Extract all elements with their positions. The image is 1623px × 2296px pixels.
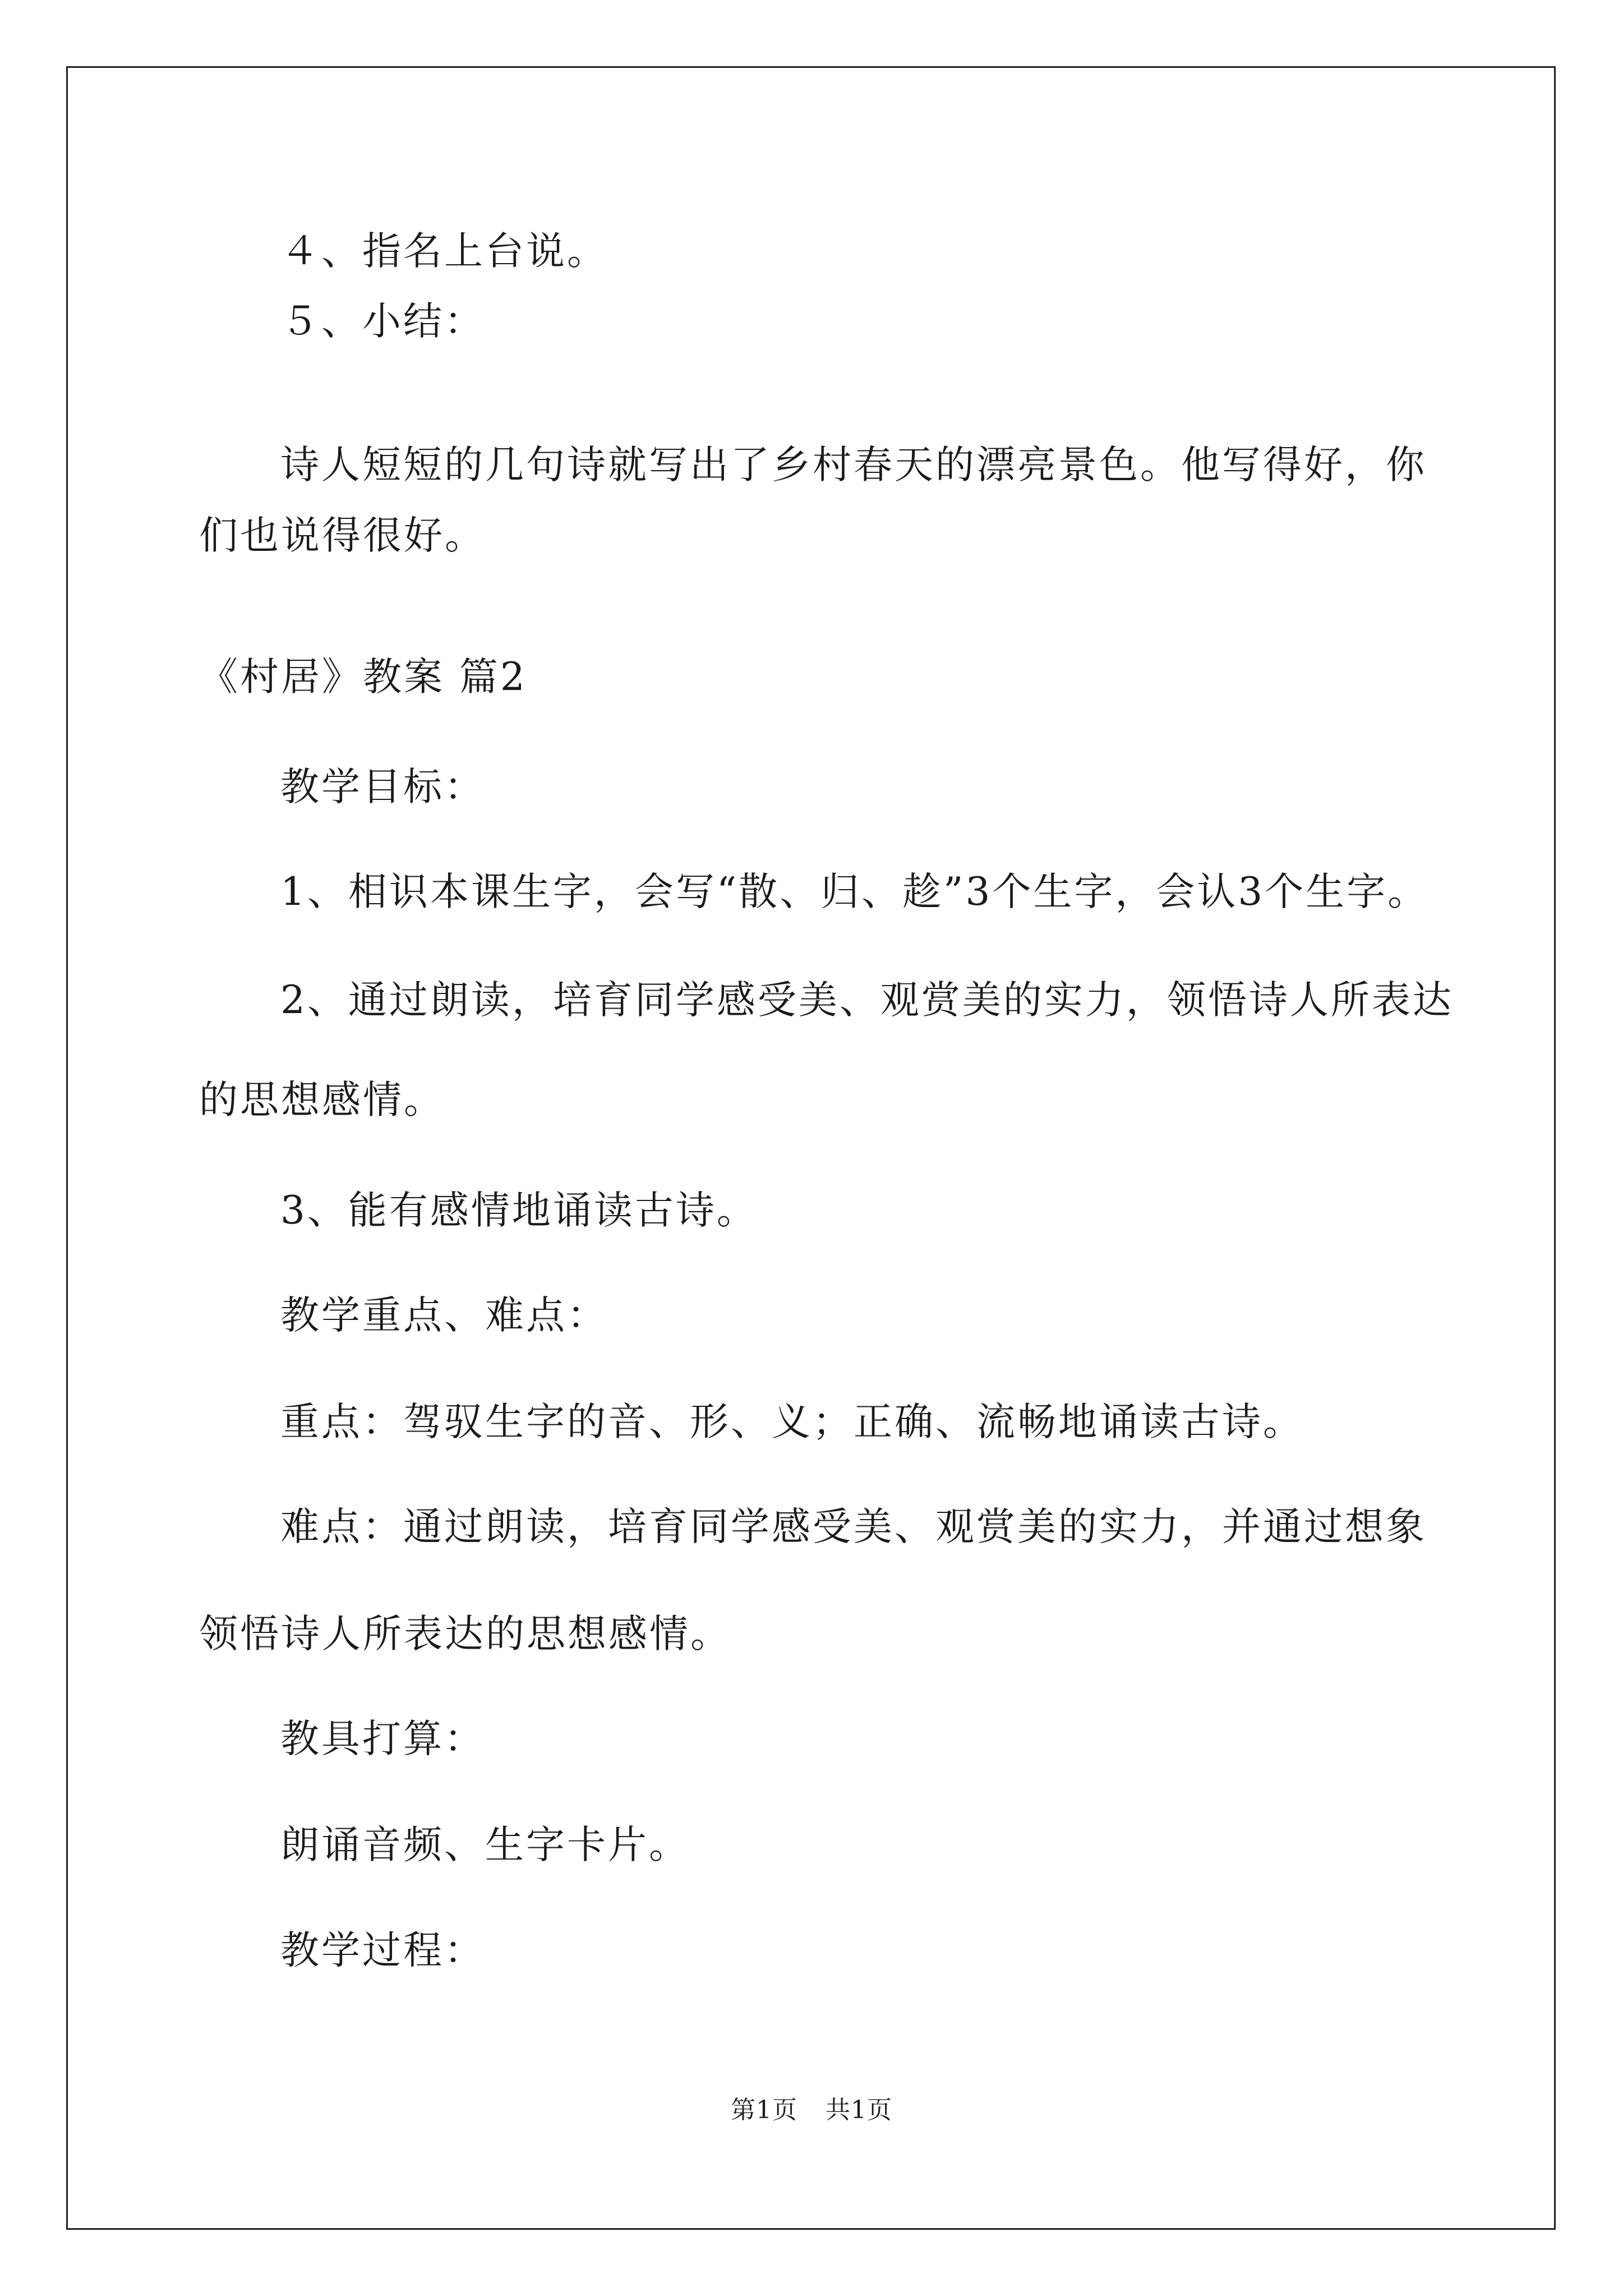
key-points-heading: 教学重点、难点： — [280, 1293, 608, 1338]
goal-item-2-continued: 的思想感情。 — [199, 1078, 445, 1122]
list-item-4: ４、指名上台说。 — [280, 229, 608, 274]
teaching-goals-heading: 教学目标： — [280, 765, 485, 809]
goal-item-2: 2、通过朗读，培育同学感受美、观赏美的实力，领悟诗人所表达 — [280, 978, 1454, 1023]
page-border — [66, 66, 1556, 2230]
page-number: 第1页 — [731, 2096, 797, 2124]
paragraph-line: 诗人短短的几句诗就写出了乡村春天的漂亮景色。他写得好，你 — [280, 443, 1427, 487]
teaching-aids-line: 朗诵音频、生字卡片。 — [280, 1823, 690, 1867]
difficulty-line: 难点：通过朗读，培育同学感受美、观赏美的实力，并通过想象 — [280, 1504, 1427, 1549]
page-total: 共1页 — [826, 2096, 892, 2124]
goal-item-1: 1、相识本课生字，会写“散、归、趁”3个生字，会认3个生字。 — [280, 869, 1429, 914]
paragraph-line-continued: 们也说得很好。 — [199, 513, 486, 558]
list-item-5-summary: ５、小结： — [280, 299, 485, 344]
section-heading: 《村居》教案 篇2 — [199, 655, 527, 700]
key-point-line: 重点：驾驭生字的音、形、义；正确、流畅地诵读古诗。 — [280, 1400, 1304, 1444]
goal-item-3: 3、能有感情地诵读古诗。 — [280, 1188, 758, 1233]
page-footer — [0, 2093, 1623, 2127]
teaching-process-heading: 教学过程： — [280, 1928, 485, 1973]
difficulty-line-continued: 领悟诗人所表达的思想感情。 — [199, 1612, 731, 1657]
teaching-aids-heading: 教具打算： — [280, 1717, 485, 1761]
